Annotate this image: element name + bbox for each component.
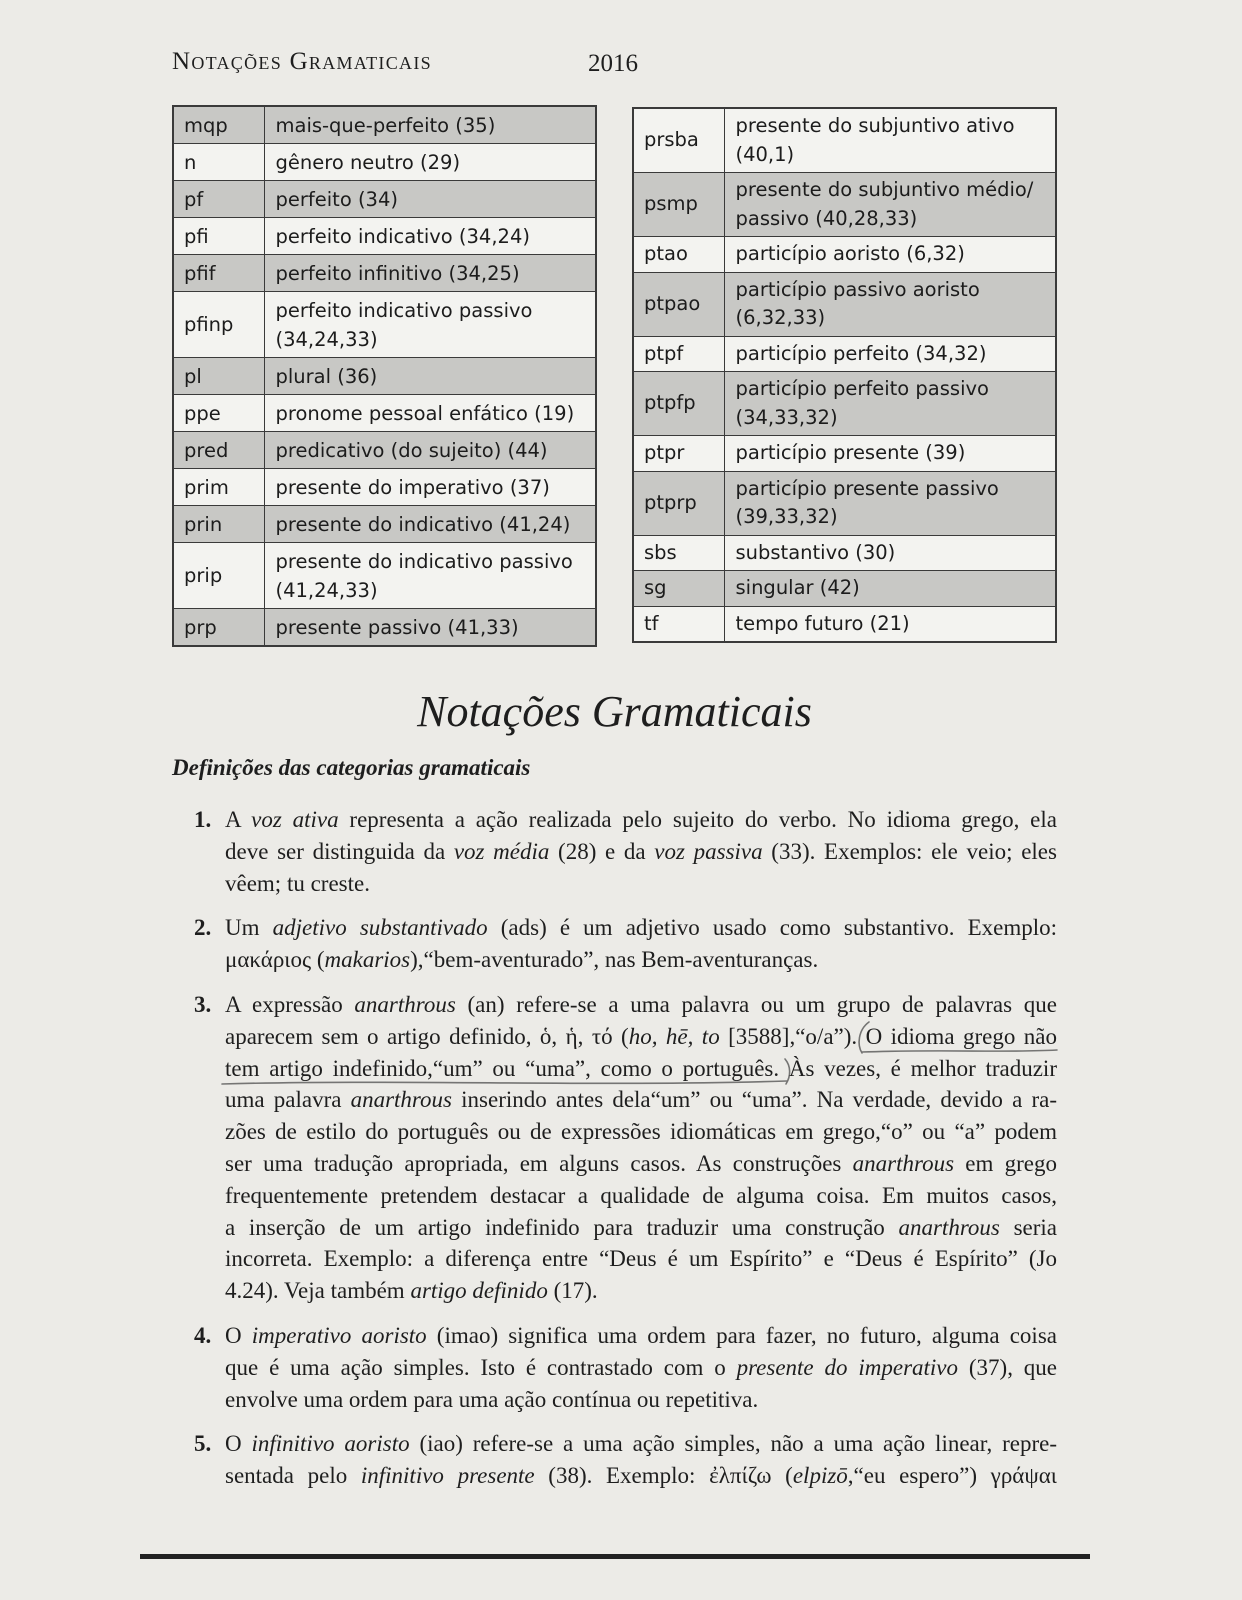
definition-text bbox=[225, 804, 1057, 899]
definitions-list bbox=[172, 804, 1057, 1505]
text-line bbox=[225, 1320, 1057, 1352]
meaning-line: perfeito (34) bbox=[275, 187, 398, 211]
abbr-row-prip bbox=[173, 543, 596, 609]
abbreviation-code: psmp bbox=[633, 173, 724, 237]
text-run: (ads) é um adjetivo usado como substantivo. Exemplo: bbox=[487, 915, 1057, 941]
abbreviation-code: prp bbox=[173, 609, 264, 647]
meaning-line: substantivo (30) bbox=[735, 540, 896, 564]
abbr-row-ptpf bbox=[633, 336, 1056, 372]
abbr-row-pfif bbox=[173, 255, 596, 292]
text-run: (28) e da bbox=[549, 838, 655, 864]
text-run: em grego bbox=[954, 1150, 1058, 1176]
meaning-line: presente do subjuntivo ativo bbox=[735, 114, 1015, 137]
abbreviation-meaning bbox=[724, 336, 1056, 372]
text-run: frequentemente pretendem destacar a qualidade de alguma coisa. Em muitos casos, bbox=[225, 1182, 1057, 1208]
text-run: sentada pelo bbox=[225, 1463, 361, 1489]
abbreviation-code: mqp bbox=[173, 106, 264, 144]
meaning-line: (41,24,33) bbox=[275, 578, 378, 602]
definition-item-4 bbox=[172, 1320, 1057, 1415]
definition-item-1 bbox=[172, 804, 1057, 899]
text-run: A expressão bbox=[225, 991, 355, 1017]
meaning-line: (34,33,32) bbox=[735, 405, 838, 429]
abbreviation-meaning bbox=[724, 372, 1056, 436]
text-run: Um bbox=[225, 915, 273, 941]
italic-term: voz média bbox=[453, 838, 550, 864]
abbreviation-code: prim bbox=[173, 469, 264, 506]
text-line bbox=[225, 944, 1057, 976]
abbreviation-meaning bbox=[264, 469, 596, 506]
definition-number: 4. bbox=[194, 1322, 212, 1348]
text-run: μακάριος ( bbox=[225, 947, 325, 973]
text-line bbox=[225, 1275, 1057, 1307]
abbreviation-meaning bbox=[264, 543, 596, 609]
definition-number: 1. bbox=[194, 807, 212, 832]
italic-term: infinitivo presente bbox=[360, 1463, 535, 1489]
definition-number: 5. bbox=[194, 1431, 212, 1457]
abbreviation-meaning bbox=[264, 358, 596, 395]
abbreviation-code: prsba bbox=[633, 108, 724, 173]
abbreviation-meaning bbox=[724, 471, 1056, 535]
abbreviation-meaning bbox=[264, 292, 596, 358]
abbreviation-code: ptpao bbox=[633, 272, 724, 336]
abbreviation-meaning bbox=[724, 108, 1056, 173]
text-run: (iao) refere-se a uma ação simples, não a uma ação linear, repre- bbox=[409, 1431, 1057, 1457]
text-run: uma palavra bbox=[225, 1087, 351, 1113]
abbreviation-code: ptprp bbox=[633, 471, 724, 535]
italic-term: adjetivo substantivado bbox=[272, 915, 488, 941]
abbreviation-meaning bbox=[724, 606, 1056, 642]
abbr-row-pl bbox=[173, 358, 596, 395]
text-run: 4.24). Veja também bbox=[225, 1278, 411, 1304]
abbreviation-code: ptao bbox=[633, 237, 724, 273]
abbr-row-prim bbox=[173, 469, 596, 506]
italic-term: presente do imperativo bbox=[736, 1354, 959, 1380]
abbr-row-n bbox=[173, 144, 596, 181]
abbreviation-code: prip bbox=[173, 543, 264, 609]
abbr-row-pfi bbox=[173, 218, 596, 255]
text-run: envolve uma ordem para uma ação contínua ou repetitiva. bbox=[225, 1386, 759, 1412]
text-run: inserindo antes dela“um” ou “uma”. Na verdade, devido a ra- bbox=[451, 1087, 1057, 1113]
text-line bbox=[225, 1021, 1057, 1053]
abbreviation-meaning bbox=[264, 218, 596, 255]
abbr-row-prp bbox=[173, 609, 596, 647]
meaning-line: presente passivo (41,33) bbox=[275, 615, 519, 639]
abbr-row-ptprp bbox=[633, 471, 1056, 535]
abbreviation-table-right bbox=[632, 107, 1057, 643]
abbreviation-meaning bbox=[264, 506, 596, 543]
definition-text bbox=[225, 1320, 1057, 1415]
text-line bbox=[225, 1084, 1057, 1116]
meaning-line: singular (42) bbox=[735, 576, 860, 599]
meaning-line: (40,1) bbox=[735, 142, 795, 166]
abbreviation-meaning bbox=[724, 535, 1056, 571]
meaning-line: (39,33,32) bbox=[735, 505, 838, 528]
section-subheading: Definições das categorias gramaticais bbox=[172, 755, 531, 780]
abbreviation-code: pl bbox=[173, 358, 264, 395]
abbreviation-code: sg bbox=[633, 571, 724, 607]
definition-text bbox=[225, 1428, 1057, 1492]
abbr-row-prin bbox=[173, 506, 596, 543]
text-run: ),“bem-aventurado”, nas Bem-aventuranças. bbox=[410, 947, 819, 973]
meaning-line: perfeito indicativo passivo bbox=[275, 298, 533, 322]
meaning-line: presente do imperativo (37) bbox=[275, 475, 550, 499]
meaning-line: particípio presente (39) bbox=[735, 441, 966, 464]
text-run: ser uma tradução apropriada, em alguns casos. As construções bbox=[225, 1150, 853, 1176]
text-run: aparecem sem o artigo definido, ὁ, ἡ, τό ( bbox=[225, 1023, 629, 1049]
text-line bbox=[225, 836, 1057, 868]
meaning-line: perfeito infinitivo (34,25) bbox=[275, 261, 520, 285]
italic-term: anarthrous bbox=[350, 1087, 452, 1113]
meaning-line: mais-que-perfeito (35) bbox=[275, 113, 496, 137]
abbreviation-meaning bbox=[264, 255, 596, 292]
page-number: 2016 bbox=[588, 50, 638, 77]
meaning-line: pronome pessoal enfático (19) bbox=[275, 401, 575, 425]
meaning-line: presente do indicativo passivo bbox=[275, 549, 573, 573]
text-line bbox=[225, 1428, 1057, 1460]
definition-text bbox=[225, 912, 1057, 976]
abbreviation-code: ptpf bbox=[633, 336, 724, 372]
abbr-row-psmp bbox=[633, 173, 1056, 237]
abbreviation-meaning bbox=[264, 395, 596, 432]
italic-term: imperativo aoristo bbox=[251, 1322, 427, 1348]
abbr-row-ptpfp bbox=[633, 372, 1056, 436]
abbr-row-mqp bbox=[173, 106, 596, 144]
meaning-line: presente do subjuntivo médio/ bbox=[735, 178, 1034, 201]
text-run: vêem; tu creste. bbox=[225, 870, 370, 896]
text-run: a inserção de um artigo indefinido para traduzir uma construção bbox=[225, 1214, 899, 1240]
running-head bbox=[172, 46, 1057, 78]
text-line bbox=[225, 1352, 1057, 1384]
meaning-line: particípio aoristo (6,32) bbox=[735, 242, 965, 265]
text-line bbox=[225, 1180, 1057, 1212]
meaning-line: passivo (40,28,33) bbox=[735, 206, 918, 230]
abbreviation-code: sbs bbox=[633, 535, 724, 571]
abbreviation-meaning bbox=[264, 181, 596, 218]
abbreviation-meaning bbox=[264, 106, 596, 144]
abbr-row-pf bbox=[173, 181, 596, 218]
text-line bbox=[225, 1148, 1057, 1180]
text-run: que é uma ação simples. Isto é contrastado com o bbox=[225, 1354, 737, 1380]
abbreviation-meaning bbox=[264, 144, 596, 181]
abbreviation-code: ppe bbox=[173, 395, 264, 432]
definition-number: 2. bbox=[194, 915, 212, 941]
meaning-line: predicativo (do sujeito) (44) bbox=[275, 438, 548, 462]
abbr-row-sg bbox=[633, 571, 1056, 607]
abbr-row-tf bbox=[633, 606, 1056, 642]
meaning-line: plural (36) bbox=[275, 364, 378, 388]
meaning-line: tempo futuro (21) bbox=[735, 611, 910, 635]
text-run: seria bbox=[999, 1214, 1057, 1240]
abbr-row-prsba bbox=[633, 108, 1056, 173]
text-run: (38). Exemplo: ἐλπίζω ( bbox=[534, 1463, 793, 1489]
italic-term: infinitivo aoristo bbox=[251, 1431, 410, 1457]
text-run: (imao) significa uma ordem para fazer, no futuro, alguma coisa bbox=[426, 1322, 1057, 1348]
meaning-line: particípio passivo aoristo bbox=[735, 277, 980, 301]
italic-term: artigo definido bbox=[410, 1278, 548, 1304]
text-run: ,“eu espero”) γράψαι bbox=[847, 1463, 1057, 1489]
text-run: zões de estilo do português ou de expressões idiomáticas em grego,“o” ou “a” podem bbox=[225, 1119, 1057, 1145]
abbr-row-ptao bbox=[633, 237, 1056, 273]
italic-term: voz ativa bbox=[251, 807, 339, 832]
text-run: (an) refere-se a uma palavra ou um grupo de palavras que bbox=[455, 991, 1057, 1017]
abbreviation-code: tf bbox=[633, 606, 724, 642]
text-line bbox=[225, 989, 1057, 1021]
section-title: Notações Gramaticais bbox=[417, 687, 812, 736]
abbreviation-meaning bbox=[724, 237, 1056, 273]
abbr-row-ptpao bbox=[633, 272, 1056, 336]
abbr-row-ppe bbox=[173, 395, 596, 432]
abbreviation-code: n bbox=[173, 144, 264, 181]
abbreviation-meaning bbox=[724, 436, 1056, 472]
abbreviation-code: pfi bbox=[173, 218, 264, 255]
italic-term: elpizō bbox=[792, 1463, 848, 1489]
definition-item-2 bbox=[172, 912, 1057, 976]
meaning-line: gênero neutro (29) bbox=[275, 150, 461, 174]
text-run: A bbox=[225, 807, 252, 832]
italic-term: anarthrous bbox=[354, 991, 456, 1017]
text-line bbox=[225, 804, 1057, 836]
text-line bbox=[225, 868, 1057, 900]
text-line bbox=[225, 1116, 1057, 1148]
meaning-line: presente do indicativo (41,24) bbox=[275, 512, 571, 536]
italic-term: ho, hē, to bbox=[628, 1023, 720, 1049]
text-line bbox=[225, 1243, 1057, 1275]
text-line bbox=[225, 1460, 1057, 1492]
definition-text bbox=[225, 989, 1057, 1307]
italic-term: anarthrous bbox=[898, 1214, 1000, 1240]
meaning-line: perfeito indicativo (34,24) bbox=[275, 224, 530, 248]
italic-term: anarthrous bbox=[852, 1150, 955, 1176]
abbr-row-sbs bbox=[633, 535, 1056, 571]
italic-term: voz passiva bbox=[654, 838, 763, 864]
meaning-line: particípio perfeito (34,32) bbox=[735, 341, 987, 365]
text-run: [3588],“o/a”). O idioma grego não bbox=[719, 1023, 1057, 1049]
meaning-line: (6,32,33) bbox=[735, 306, 826, 329]
text-line bbox=[225, 1212, 1057, 1244]
abbreviation-meaning bbox=[264, 609, 596, 647]
abbreviation-code: ptpr bbox=[633, 436, 724, 472]
italic-term: makarios bbox=[324, 947, 411, 973]
text-run: (37), que bbox=[958, 1354, 1058, 1380]
text-run: incorreta. Exemplo: a diferença entre “Deus é um Espírito” e “Deus é Espírito” (Jo bbox=[225, 1246, 1057, 1272]
text-run: O bbox=[225, 1431, 252, 1457]
abbreviation-meaning bbox=[724, 571, 1056, 607]
abbreviation-code: pfif bbox=[173, 255, 264, 292]
abbr-row-pfinp bbox=[173, 292, 596, 358]
text-run: O bbox=[225, 1322, 252, 1348]
text-run: (17). bbox=[547, 1278, 598, 1304]
text-line bbox=[225, 912, 1057, 944]
definition-number: 3. bbox=[194, 991, 212, 1017]
text-line bbox=[225, 1053, 1057, 1085]
abbreviation-code: prin bbox=[173, 506, 264, 543]
text-run: tem artigo indefinido,“um” ou “uma”, como o português. Às vezes, é melhor traduzir bbox=[225, 1055, 1057, 1081]
page-bottom-edge bbox=[140, 1554, 1090, 1559]
definition-item-3 bbox=[172, 989, 1057, 1307]
abbreviation-meaning bbox=[724, 272, 1056, 336]
text-line bbox=[225, 1384, 1057, 1416]
definition-item-5 bbox=[172, 1428, 1057, 1492]
abbr-row-ptpr bbox=[633, 436, 1056, 472]
text-run: representa a ação realizada pelo sujeito do verbo. No idioma grego, ela bbox=[338, 807, 1057, 832]
meaning-line: particípio perfeito passivo bbox=[735, 377, 989, 400]
running-head-title: Notações Gramaticais bbox=[172, 48, 432, 75]
abbreviation-table-left bbox=[172, 105, 597, 647]
abbreviation-code: pred bbox=[173, 432, 264, 469]
meaning-line: particípio presente passivo bbox=[735, 476, 999, 500]
abbreviation-code: pf bbox=[173, 181, 264, 218]
text-run: (33). Exemplos: ele veio; eles bbox=[762, 838, 1057, 864]
meaning-line: (34,24,33) bbox=[275, 327, 378, 351]
abbreviation-table-right-body bbox=[633, 108, 1056, 642]
abbreviation-meaning bbox=[264, 432, 596, 469]
abbreviation-meaning bbox=[724, 173, 1056, 237]
text-run: deve ser distinguida da bbox=[225, 838, 454, 864]
abbreviation-code: ptpfp bbox=[633, 372, 724, 436]
abbr-row-pred bbox=[173, 432, 596, 469]
abbreviation-table-left-body bbox=[173, 106, 596, 646]
abbreviation-code: pfinp bbox=[173, 292, 264, 358]
